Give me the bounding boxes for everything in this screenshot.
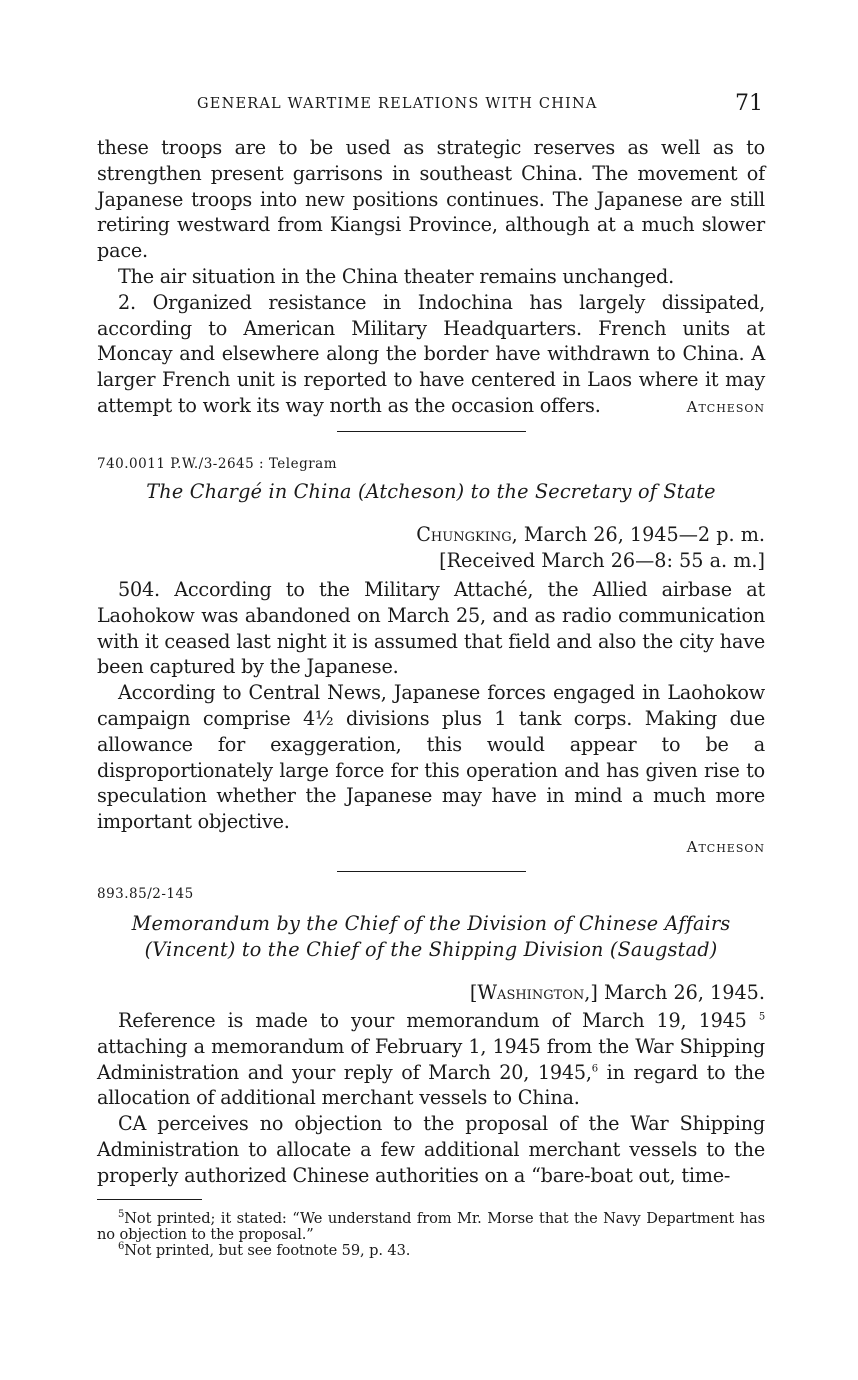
dateline-date: March 26, 1945. [603, 981, 765, 1004]
footnote-ref[interactable]: 6 [591, 1063, 598, 1075]
received-line: [Received March 26—8: 55 a. m.] [439, 549, 765, 572]
paragraph: these troops are to be used as strategic reserves as well as to strengthen present garrisons in southeast China. The movement of Japanese troops into new positions continues. The Japanese are still retiring westward from Kiangsi Province, although at a much slower pace. [97, 136, 765, 263]
paragraph: CA perceives no objection to the proposal of the War Shipping Administration to allocate a few additional merchant vessels to the properly authorized Chinese authorities on a “bare-boat out, time- [97, 1112, 765, 1187]
text-run: Reference is made to your memorandum of March 19, 1945 [118, 1009, 747, 1032]
footnote-text: Not printed, but see footnote 59, p. 43. [124, 1242, 411, 1259]
paragraph: The air situation in the China theater remains unchanged. [118, 264, 675, 288]
memorandum-body [97, 1008, 765, 1189]
document-title-line: (Vincent) to the Chief of the Shipping Division (Saugstad) [144, 938, 718, 961]
dateline-place: Chungking, [416, 523, 518, 546]
paragraph: According to Central News, Japanese forces engaged in Laohokow campaign comprise 4½ divisions plus 1 tank corps. Making due allowance for exaggeration, this would appear to be a disproportionately large force for this operation and has given rise to speculation whether the Japanese may have in mind a much more important objective. [97, 681, 765, 834]
dateline [97, 522, 765, 548]
footnote-text: Not printed; it stated: “We understand from Mr. Morse that the Navy Department has no objection to the proposal.” [97, 1210, 765, 1243]
dateline [97, 980, 765, 1006]
text-run: in regard to the allocation of additional merchant vessels to China. [97, 1060, 766, 1110]
section-divider [337, 431, 526, 432]
running-title: GENERAL WARTIME RELATIONS WITH CHINA [197, 96, 598, 112]
signature: Atcheson [686, 838, 765, 856]
page-number: 71 [735, 91, 763, 116]
footnote-divider [97, 1199, 202, 1200]
signature: Atcheson [686, 398, 765, 416]
footnote-mark: 6 [118, 1241, 125, 1253]
footnote-ref[interactable]: 5 [758, 1011, 765, 1023]
file-number: 740.0011 P.W./3-2645 : Telegram [97, 456, 338, 472]
dateline-date: March 26, 1945—2 p. m. [523, 523, 765, 546]
document-title-line: Memorandum by the Chief of the Division of Chinese Affairs [131, 912, 731, 935]
paragraph [97, 1008, 765, 1111]
document-title: The Chargé in China (Atcheson) to the Secretary of State [146, 480, 716, 503]
paragraph: 504. According to the Military Attaché, the Allied airbase at Laohokow was abandoned on March 25, and as radio communication with it ceased last night it is assumed that field and also the city have been captured by the Japanese. [97, 578, 765, 679]
dateline-place: [Washington,] [469, 981, 598, 1004]
footnote [97, 1211, 765, 1243]
page-header [97, 91, 765, 121]
section-divider [337, 871, 526, 872]
document-title [97, 911, 765, 963]
footnote [97, 1243, 765, 1259]
footnote-mark: 5 [118, 1209, 125, 1221]
telegram-body [97, 577, 765, 835]
file-number: 893.85/2-145 [97, 886, 194, 902]
text-run: attaching a memorandum of February 1, 1945 from the War Shipping Administration and your reply of March 20, 1945, [97, 1034, 765, 1084]
paragraph: 2. Organized resistance in Indochina has largely dissipated, according to American Military Headquarters. French units at Moncay and elsewhere along the border have withdrawn to China. A larger French unit is reported to have centered in Laos where it may attempt to work its way north as the occasion offers. [97, 290, 765, 417]
continued-telegram [97, 135, 765, 419]
footnotes [97, 1211, 765, 1259]
